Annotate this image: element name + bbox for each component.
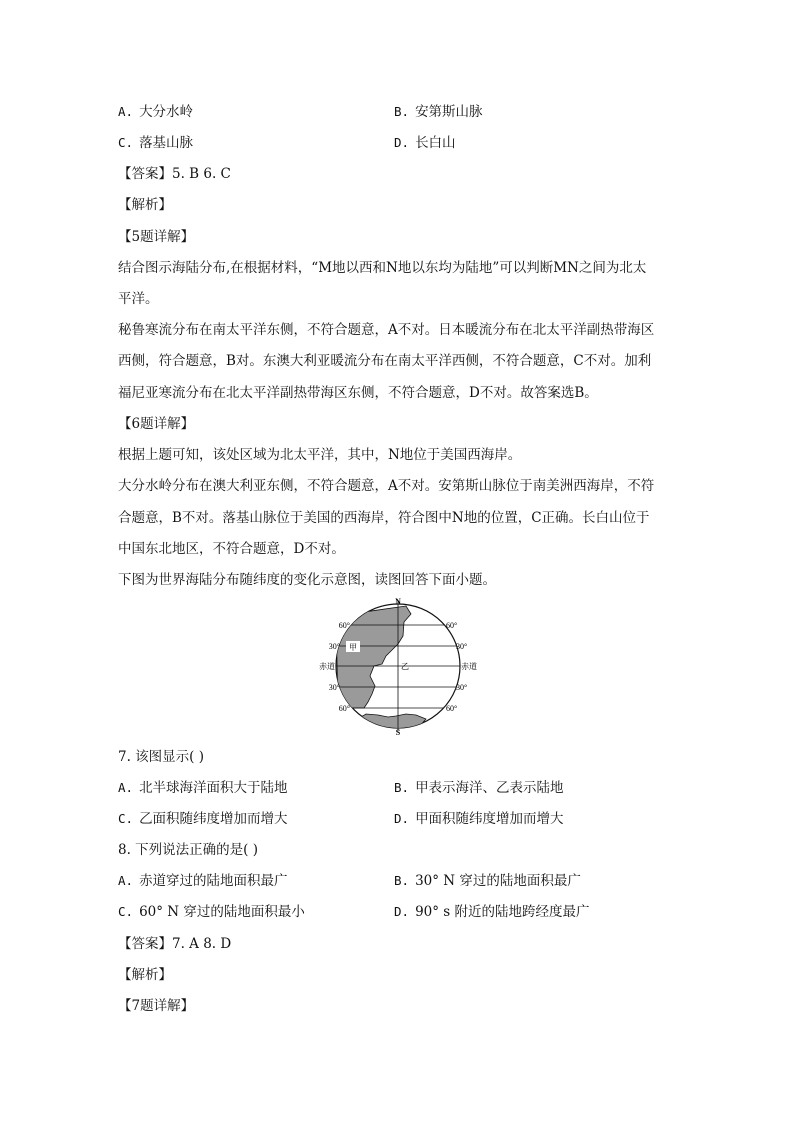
left-60n: 60° (338, 621, 350, 630)
analysis-label: 【解析】 (118, 197, 172, 213)
q8-option-a: A. 赤道穿过的陆地面积最广 (118, 873, 288, 889)
q7-option-d: D. 甲面积随纬度增加而增大 (394, 811, 564, 827)
q5-para-line: 结合图示海陆分布,在根据材料，“M地以西和N地以东均为陆地”可以判断MN之间为北太 (118, 260, 647, 276)
yi-label: 乙 (401, 662, 409, 671)
analysis-label-2: 【解析】 (118, 967, 172, 983)
right-30n: 30° (456, 642, 468, 651)
q7-option-b: B. 甲表示海洋、乙表示陆地 (394, 780, 564, 796)
q8-stem: 8. 下列说法正确的是( ) (118, 842, 258, 858)
left-30s: 30° (328, 683, 340, 692)
right-30s: 30° (456, 683, 468, 692)
left-60s: 60° (338, 704, 350, 713)
q6-para-line: 根据上题可知，该处区域为北太平洋，其中，N地位于美国西海岸。 (118, 447, 522, 463)
q6-para-line: 大分水岭分布在澳大利亚东侧，不符合题意，A不对。安第斯山脉位于南美洲西海岸，不符 (118, 478, 655, 494)
land-south (356, 714, 426, 732)
q8-option-b: B. 30° N 穿过的陆地面积最广 (394, 873, 581, 889)
q7-option-a: A. 北半球海洋面积大于陆地 (118, 780, 288, 796)
north-label: N (395, 598, 401, 606)
q5-heading: 【5题详解】 (118, 229, 195, 245)
left-30n: 30° (328, 642, 340, 651)
left-equator: 赤道 (319, 662, 335, 671)
figure-intro: 下图为世界海陆分布随纬度的变化示意图，读图回答下面小题。 (118, 572, 496, 588)
q7-stem: 7. 该图显示( ) (118, 749, 204, 765)
south-label: S (395, 728, 401, 736)
option-b: B. 安第斯山脉 (394, 104, 483, 120)
jia-label: 甲 (349, 643, 357, 652)
q6-para-line: 中国东北地区，不符合题意，D不对。 (118, 541, 345, 557)
q7-heading: 【7题详解】 (118, 998, 195, 1014)
right-60s: 60° (446, 704, 458, 713)
answer-line: 【答案】5. B 6. C (118, 166, 231, 182)
answer-line-2: 【答案】7. A 8. D (118, 936, 232, 952)
q5-para-line: 平洋。 (118, 291, 159, 307)
option-c: C. 落基山脉 (118, 135, 194, 151)
option-d: D. 长白山 (394, 135, 456, 151)
q8-option-c: C. 60° N 穿过的陆地面积最小 (118, 904, 305, 920)
right-equator: 赤道 (461, 662, 477, 671)
q5-para-line: 福尼亚寒流分布在北太平洋副热带海区东侧，不符合题意，D不对。故答案选B。 (118, 385, 598, 401)
right-60n: 60° (446, 621, 458, 630)
globe-diagram (308, 598, 488, 736)
land-sea-latitude-figure (308, 598, 488, 736)
q8-option-d: D. 90° s 附近的陆地跨经度最广 (394, 904, 590, 920)
q5-para-line: 秘鲁寒流分布在南太平洋东侧，不符合题意，A不对。日本暖流分布在北太平洋副热带海区 (118, 322, 655, 338)
q5-para-line: 西侧，符合题意，B对。东澳大利亚暖流分布在南太平洋西侧，不符合题意，C不对。加利 (118, 353, 652, 369)
q7-option-c: C. 乙面积随纬度增加而增大 (118, 811, 288, 827)
q6-heading: 【6题详解】 (118, 416, 195, 432)
option-a: A. 大分水岭 (118, 104, 194, 120)
q6-para-line: 合题意，B不对。落基山脉位于美国的西海岸，符合图中N地的位置，C正确。长白山位于 (118, 510, 650, 526)
